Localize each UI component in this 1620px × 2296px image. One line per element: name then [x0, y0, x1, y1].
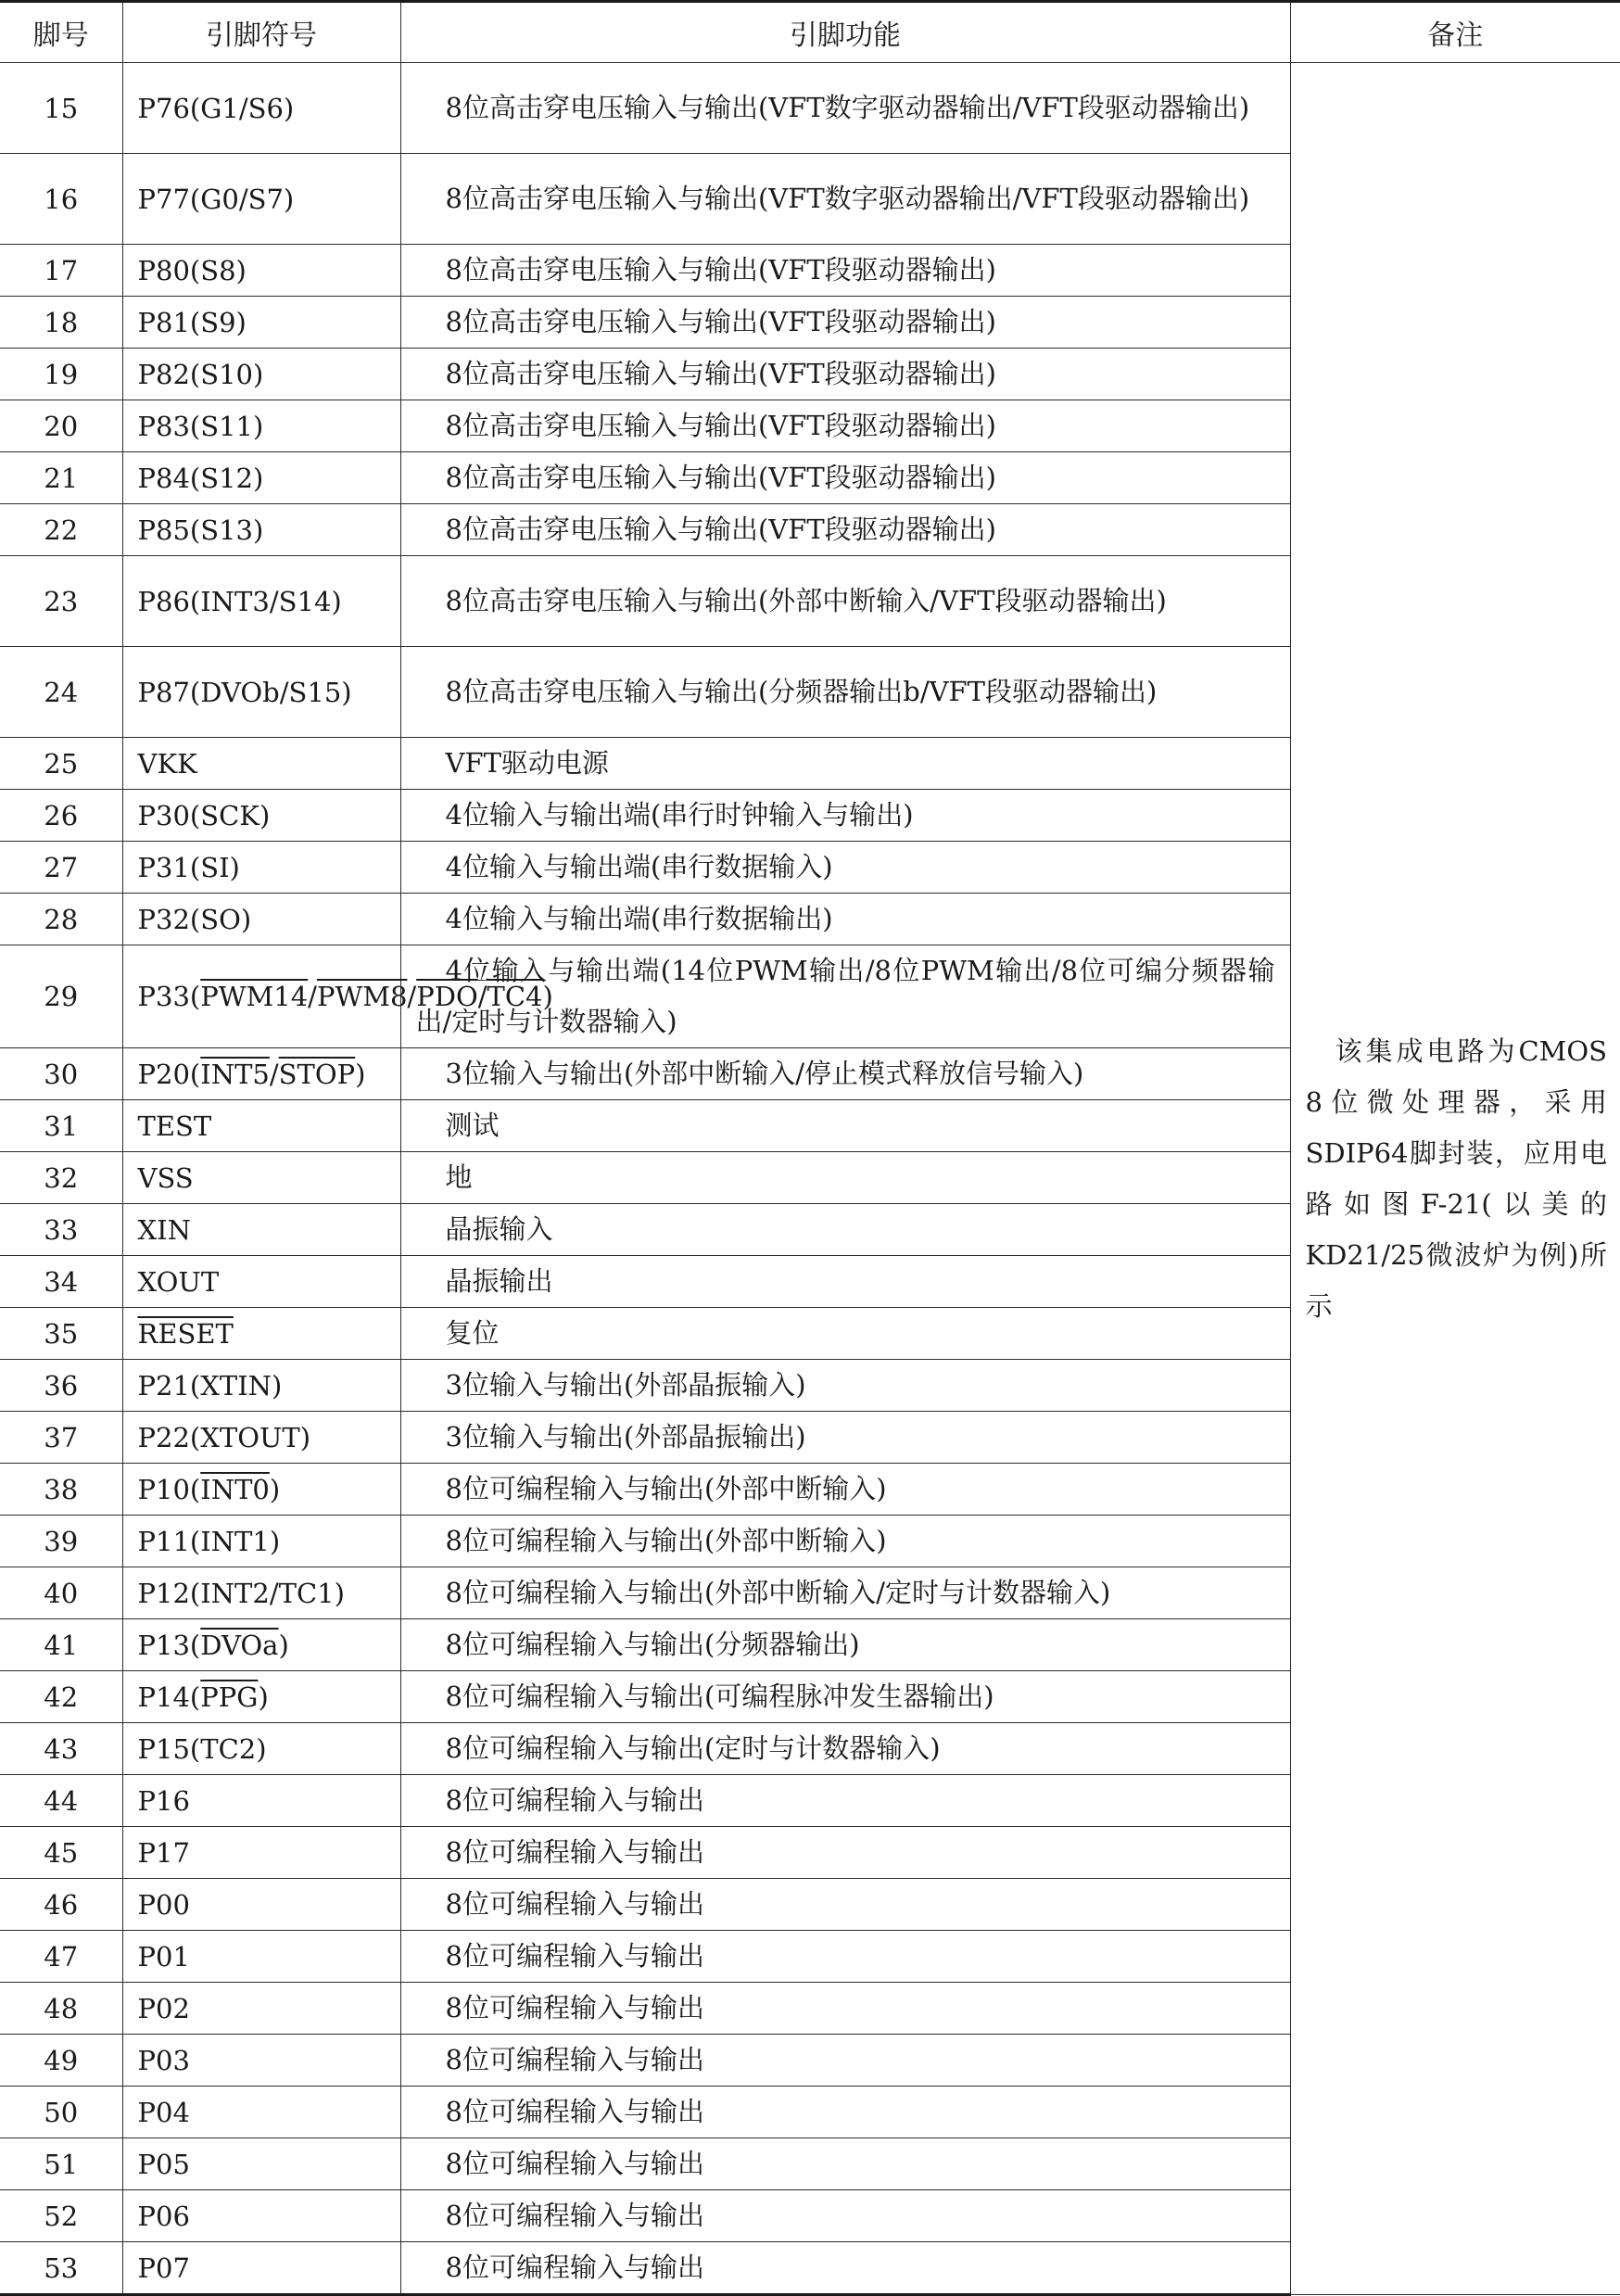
pin-function [400, 1464, 1290, 1516]
pin-number: 42 [0, 1671, 122, 1723]
pin-function-text: 4位输入与输出端(串行数据输入) [445, 851, 833, 882]
pin-symbol: P06 [122, 2190, 400, 2242]
pin-number: 47 [0, 1931, 122, 1983]
pin-function [400, 2138, 1290, 2190]
pin-function [400, 63, 1290, 154]
pin-function-text: 测试 [445, 1110, 500, 1141]
pin-function-text: 8位高击穿电压输入与输出(VFT数字驱动器输出/VFT段驱动器输出) [445, 92, 1250, 123]
pin-function-text: 8位高击穿电压输入与输出(VFT段驱动器输出) [445, 410, 996, 441]
pin-symbol: P12(INT2/TC1) [122, 1567, 400, 1619]
pin-symbol: P82(S10) [122, 349, 400, 400]
pin-symbol: P04 [122, 2087, 400, 2138]
pin-number: 52 [0, 2190, 122, 2242]
pin-symbol: VKK [122, 738, 400, 790]
pin-function [400, 1931, 1290, 1983]
pin-function-text: 晶振输入 [445, 1213, 553, 1245]
pin-function-text: 4位输入与输出端(串行时钟输入与输出) [445, 799, 914, 831]
pin-symbol: P05 [122, 2138, 400, 2190]
pin-number: 23 [0, 556, 122, 647]
pin-function-text: 8位高击穿电压输入与输出(外部中断输入/VFT段驱动器输出) [445, 585, 1167, 616]
pin-symbol: P17 [122, 1827, 400, 1879]
pin-function [400, 400, 1290, 452]
pin-function-text: 8位可编程输入与输出(外部中断输入/定时与计数器输入) [445, 1577, 1111, 1608]
pin-function-text: 8位可编程输入与输出 [445, 1992, 704, 2023]
pin-number: 41 [0, 1619, 122, 1671]
pin-number: 53 [0, 2242, 122, 2295]
pin-number: 29 [0, 945, 122, 1048]
pin-function-text: VFT驱动电源 [445, 747, 609, 779]
pin-function-text: 8位可编程输入与输出(定时与计数器输入) [445, 1732, 941, 1764]
pin-symbol: P32(SO) [122, 894, 400, 945]
pin-number: 31 [0, 1100, 122, 1152]
pin-symbol: P11(INT1) [122, 1516, 400, 1567]
table-header [0, 2, 1620, 63]
pin-number: 45 [0, 1827, 122, 1879]
pin-symbol: P76(G1/S6) [122, 63, 400, 154]
pin-symbol: P80(S8) [122, 245, 400, 297]
pin-function-text: 复位 [445, 1317, 500, 1349]
pin-function [400, 556, 1290, 647]
remark-cell [1290, 63, 1620, 2295]
pin-function-text: 3位输入与输出(外部中断输入/停止模式释放信号输入) [445, 1058, 1084, 1089]
pin-function-text: 8位高击穿电压输入与输出(VFT段驱动器输出) [445, 462, 996, 493]
pin-function [400, 1775, 1290, 1827]
pin-number: 27 [0, 842, 122, 894]
header-symbol: 引脚符号 [122, 2, 400, 63]
pin-number: 17 [0, 245, 122, 297]
pin-number: 37 [0, 1412, 122, 1464]
pin-number: 44 [0, 1775, 122, 1827]
pin-number: 39 [0, 1516, 122, 1567]
pin-symbol: P86(INT3/S14) [122, 556, 400, 647]
pin-function-text: 8位高击穿电压输入与输出(分频器输出b/VFT段驱动器输出) [445, 676, 1158, 707]
pin-number: 21 [0, 452, 122, 504]
pin-function [400, 2242, 1290, 2295]
pin-number: 20 [0, 400, 122, 452]
pin-number: 50 [0, 2087, 122, 2138]
pin-number: 38 [0, 1464, 122, 1516]
pin-function [400, 1516, 1290, 1567]
pin-number: 43 [0, 1723, 122, 1775]
pin-function [400, 1671, 1290, 1723]
pin-symbol: P83(S11) [122, 400, 400, 452]
pin-function-text: 8位可编程输入与输出 [445, 2044, 704, 2075]
pin-function-text: 8位可编程输入与输出(可编程脉冲发生器输出) [445, 1681, 994, 1712]
pin-symbol: P02 [122, 1983, 400, 2035]
pin-symbol: P87(DVOb/S15) [122, 647, 400, 738]
pin-symbol: TEST [122, 1100, 400, 1152]
pin-number: 51 [0, 2138, 122, 2190]
pin-number: 25 [0, 738, 122, 790]
pin-number: 16 [0, 154, 122, 245]
pin-function [400, 154, 1290, 245]
pin-function-text: 8位可编程输入与输出 [445, 1940, 704, 1972]
pin-function [400, 1152, 1290, 1204]
pin-function [400, 2035, 1290, 2087]
pin-function [400, 790, 1290, 842]
pin-function [400, 452, 1290, 504]
pin-number: 33 [0, 1204, 122, 1256]
pin-symbol: XIN [122, 1204, 400, 1256]
pin-symbol: P22(XTOUT) [122, 1412, 400, 1464]
pin-function [400, 245, 1290, 297]
header-note: 备注 [1290, 2, 1620, 63]
pin-function-text: 8位可编程输入与输出 [445, 2096, 704, 2127]
pin-number: 46 [0, 1879, 122, 1931]
pin-symbol: $P14(\overline{PPG})$ [122, 1671, 400, 1723]
pin-symbol: P07 [122, 2242, 400, 2295]
pin-function-text: 4位输入与输出端(串行数据输出) [445, 903, 833, 934]
pin-symbol: RESET [122, 1308, 400, 1360]
pin-function-text: 8位高击穿电压输入与输出(VFT段驱动器输出) [445, 514, 996, 545]
pin-function-text: 3位输入与输出(外部晶振输出) [445, 1421, 806, 1452]
pin-function [400, 738, 1290, 790]
pin-number: 30 [0, 1048, 122, 1100]
table-body [0, 63, 1620, 2295]
pin-symbol: P31(SI) [122, 842, 400, 894]
pin-symbol: P03 [122, 2035, 400, 2087]
header-function: 引脚功能 [400, 2, 1290, 63]
pin-function-text: 8位可编程输入与输出(分频器输出) [445, 1629, 860, 1660]
pin-function-text: 8位可编程输入与输出(外部中断输入) [445, 1473, 887, 1504]
remark-text: 该集成电路为CMOS 8位微处理器，采用SDIP64脚封装，应用电路如图F-21(以美的KD21/25微波炉为例)所示 [1305, 1034, 1607, 1322]
pin-symbol: P16 [122, 1775, 400, 1827]
pin-symbol: $P33(PWM14/PWM8/\overline{PDO}/TC4)$ [122, 945, 400, 1048]
pin-symbol: P21(XTIN) [122, 1360, 400, 1412]
pin-number: 26 [0, 790, 122, 842]
pin-symbol: P15(TC2) [122, 1723, 400, 1775]
pin-function [400, 1100, 1290, 1152]
pin-function [400, 297, 1290, 349]
pin-function [400, 1827, 1290, 1879]
pin-function [400, 1360, 1290, 1412]
pin-number: 35 [0, 1308, 122, 1360]
pin-function-text: 8位可编程输入与输出 [445, 1784, 704, 1816]
pin-function-text: 8位可编程输入与输出 [445, 1836, 704, 1868]
pin-function [400, 504, 1290, 556]
pin-number: 22 [0, 504, 122, 556]
pin-function [400, 2190, 1290, 2242]
pin-function-text: 8位可编程输入与输出 [445, 2200, 704, 2231]
pin-symbol: P85(S13) [122, 504, 400, 556]
header-row [0, 2, 1620, 63]
pin-symbol: P30(SCK) [122, 790, 400, 842]
pin-function [400, 647, 1290, 738]
pin-function [400, 1412, 1290, 1464]
pin-symbol: P10(INT0) [122, 1464, 400, 1516]
pin-function [400, 1308, 1290, 1360]
pin-number: 32 [0, 1152, 122, 1204]
pin-function-text: 3位输入与输出(外部晶振输入) [445, 1369, 806, 1401]
pin-number: 24 [0, 647, 122, 738]
pin-function-text: 8位可编程输入与输出 [445, 2148, 704, 2179]
pin-symbol: P77(G0/S7) [122, 154, 400, 245]
pin-function-text: 8位可编程输入与输出(外部中断输入) [445, 1525, 887, 1556]
pin-function [400, 842, 1290, 894]
pin-function [400, 1567, 1290, 1619]
pin-function-text: 8位高击穿电压输入与输出(VFT段驱动器输出) [445, 358, 996, 389]
pin-function [400, 1204, 1290, 1256]
pin-symbol: P84(S12) [122, 452, 400, 504]
pin-function-text: 8位可编程输入与输出 [445, 1888, 704, 1920]
pin-function-text: 4位输入与输出端(14位PWM输出/8位PWM输出/8位可编分频器输出/定时与计数器输入) [415, 955, 1275, 1037]
pin-function-text: 地 [445, 1161, 473, 1193]
pin-number: 15 [0, 63, 122, 154]
pin-symbol: P13(DVOa) [122, 1619, 400, 1671]
pin-function-text: 8位可编程输入与输出 [445, 2252, 704, 2283]
pin-function [400, 1256, 1290, 1308]
pin-function-text: 8位高击穿电压输入与输出(VFT数字驱动器输出/VFT段驱动器输出) [445, 183, 1250, 214]
pin-number: 34 [0, 1256, 122, 1308]
pin-number: 36 [0, 1360, 122, 1412]
pin-number: 18 [0, 297, 122, 349]
pin-function-text: 8位高击穿电压输入与输出(VFT段驱动器输出) [445, 254, 996, 285]
header-pin: 脚号 [0, 2, 122, 63]
pin-symbol: P01 [122, 1931, 400, 1983]
pin-number: 19 [0, 349, 122, 400]
pin-function-text: 8位高击穿电压输入与输出(VFT段驱动器输出) [445, 306, 996, 337]
pin-symbol: XOUT [122, 1256, 400, 1308]
pin-function [400, 2087, 1290, 2138]
pin-symbol: P00 [122, 1879, 400, 1931]
pin-symbol: VSS [122, 1152, 400, 1204]
pin-number: 49 [0, 2035, 122, 2087]
table-row [0, 63, 1620, 154]
pin-function [400, 1723, 1290, 1775]
pin-function [400, 1619, 1290, 1671]
pin-number: 48 [0, 1983, 122, 2035]
pin-symbol: P81(S9) [122, 297, 400, 349]
pin-symbol: P20(INT5/STOP) [122, 1048, 400, 1100]
pin-function [400, 1879, 1290, 1931]
pin-function [400, 1048, 1290, 1100]
pin-number: 40 [0, 1567, 122, 1619]
pin-function-text: 晶振输出 [445, 1265, 553, 1297]
pin-number: 28 [0, 894, 122, 945]
pin-function [400, 349, 1290, 400]
pin-function [400, 945, 1290, 1048]
pin-function [400, 1983, 1290, 2035]
pin-function [400, 894, 1290, 945]
